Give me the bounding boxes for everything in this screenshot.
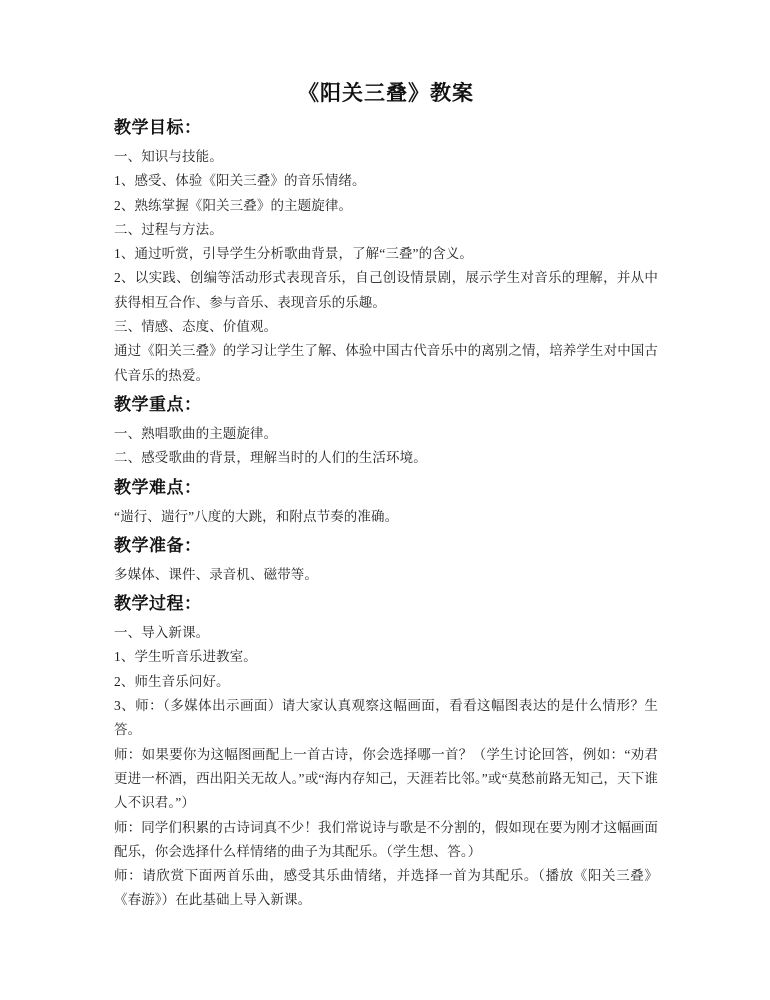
paragraph: 2、熟练掌握《阳关三叠》的主题旋律。	[114, 197, 353, 213]
paragraph: 师：如果要你为这幅图画配上一首古诗，你会选择哪一首？（学生讨论回答，例如：“劝君更进一杯酒，西出阳关无故人。”或“海内存知己，天涯若比邻。”或“莫愁前路无知己，天下谁人不识君。”）	[114, 746, 658, 811]
paragraph: 3、师：（多媒体出示画面）请大家认真观察这幅画面，看看这幅图表达的是什么情形？生答。	[114, 698, 658, 738]
section-heading: 教学难点：	[114, 477, 202, 497]
paragraph: 1、感受、体验《阳关三叠》的音乐情绪。	[114, 173, 366, 189]
paragraph: 2、以实践、创编等活动形式表现音乐，自己创设情景剧，展示学生对音乐的理解，并从中获得相互合作、参与音乐、表现音乐的乐趣。	[114, 270, 658, 310]
section-teaching-preparation	[114, 534, 658, 587]
paragraph: 2、师生音乐问好。	[114, 673, 230, 689]
section-teaching-process	[114, 592, 658, 913]
paragraph: 师：同学们积累的古诗词真不少！我们常说诗与歌是不分割的，假如现在要为刚才这幅画面配乐，你会选择什么样情绪的曲子为其配乐。（学生想、答。）	[114, 819, 658, 859]
paragraph: 一、熟唱歌曲的主题旋律。	[114, 425, 278, 441]
paragraph: 二、感受歌曲的背景，理解当时的人们的生活环境。	[114, 450, 427, 466]
paragraph: 一、导入新课。	[114, 625, 210, 641]
paragraph: 通过《阳关三叠》的学习让学生了解、体验中国古代音乐中的离别之情，培养学生对中国古代音乐的热爱。	[114, 343, 658, 383]
paragraph: 1、学生听音乐进教室。	[114, 649, 257, 665]
paragraph: 师：请欣赏下面两首乐曲，感受其乐曲情绪，并选择一首为其配乐。（播放《阳关三叠》《春游》）在此基础上导入新课。	[114, 868, 658, 908]
section-teaching-difficulties	[114, 476, 658, 529]
paragraph: 二、过程与方法。	[114, 221, 223, 237]
section-heading: 教学过程：	[114, 594, 202, 614]
paragraph: “遄行、遄行”八度的大跳，和附点节奏的准确。	[114, 508, 399, 524]
paragraph: 多媒体、课件、录音机、磁带等。	[114, 566, 318, 582]
paragraph: 三、情感、态度、价值观。	[114, 319, 278, 335]
document-title: 《阳关三叠》教案	[298, 81, 474, 105]
section-heading: 教学目标：	[114, 118, 202, 137]
section-teaching-key-points	[114, 393, 658, 471]
paragraph: 1、通过听赏，引导学生分析歌曲背景，了解“三叠”的含义。	[114, 246, 474, 262]
section-heading: 教学准备：	[114, 535, 202, 555]
section-heading: 教学重点：	[114, 394, 202, 414]
paragraph: 一、知识与技能。	[114, 149, 223, 164]
section-teaching-objectives	[114, 116, 658, 388]
